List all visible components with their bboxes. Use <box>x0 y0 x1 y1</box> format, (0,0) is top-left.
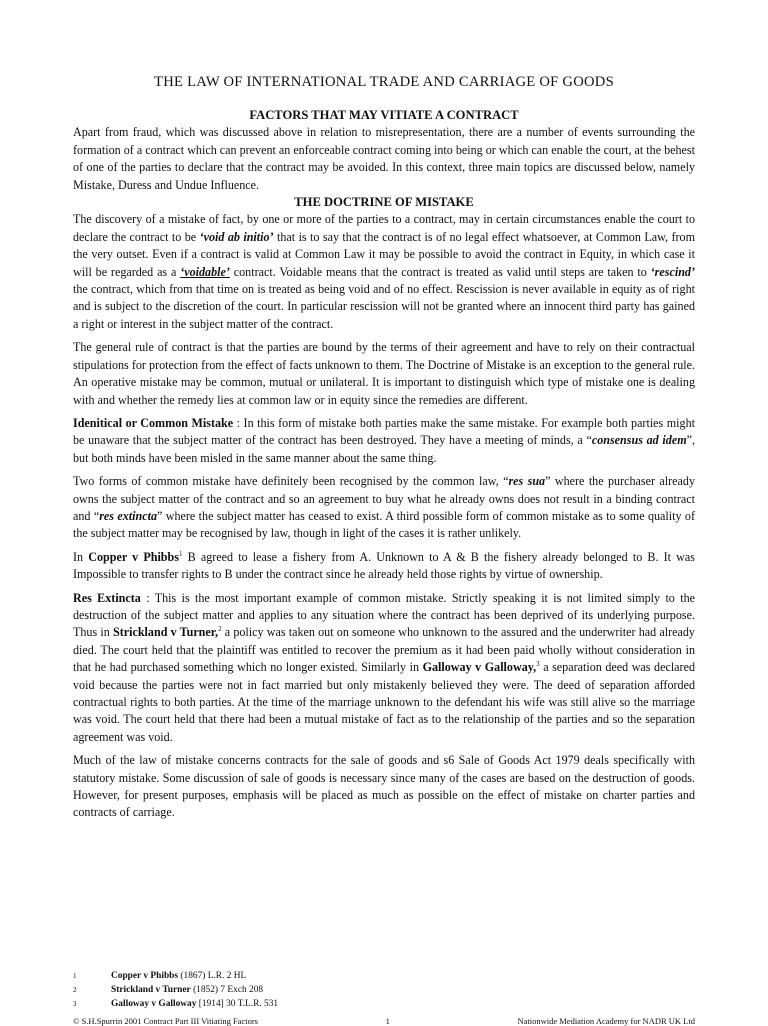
footer-organisation: Nationwide Mediation Academy for NADR UK Ltd <box>517 1016 695 1026</box>
paragraph-sale-of-goods: Much of the law of mistake concerns contracts for the sale of goods and s6 Sale of Goods Act 1979 deals specifically with statutory mistake. Some discussion of sale of goods is necessary since many of the cases are based on the destruction of goods. However, for present purposes, emphasis will be placed as much as possible on the effect of mistake on charter parties and contracts of carriage. <box>73 753 695 820</box>
paragraph-res-extincta: Res Extincta : This is the most important example of common mistake. Strictly speaking it is not limited simply to the destruction of the subject matter and applies to any situation where the contract has been deprived of its underlying purpose. Thus in Strickland v Turner,$^2$ a policy was taken out on someone who unknown to the assured and the underwriter had already died. The court held that the plaintiff was entitled to recover the premium as it had been paid wholly without consideration in that he had purchased something which no longer existed. Similarly in Galloway v Galloway,$^3$ a separation deed was declared void because the parties were not in fact married but only mistakenly believed they were. The deed of separation afforded contractual rights to both parties. At the time of the marriage unknown to the defendant his wife was still alive so the marriage was void. The court held that there had been a mutual mistake of fact as to the relationship of the parties and so the separation agreement was void. <box>73 590 695 744</box>
term-rescind: ‘rescind’ <box>650 264 695 279</box>
term-consensus: consensus ad idem <box>591 433 687 448</box>
footnote-ref[interactable]: 3 <box>536 660 540 669</box>
footnote-case: Strickland v Turner <box>111 985 191 995</box>
term-void-ab-initio: ‘void ab initio’ <box>199 229 274 244</box>
term-res-sua: res sua <box>508 474 546 489</box>
paragraph-general-rule: The general rule of contract is that the parties are bound by the terms of their agreement and have to rely on their contractual stipulations for protection from the effect of facts unknown to them. The Doctrine of Mistake is an exception to the general rule. An operative mistake may be common, mutual or unilateral. It is important to distinguish which type of mistake one is dealing with and whether the remedy lies at common law or in equity since the remedies are different. <box>73 340 695 407</box>
page-number: 1 <box>385 1016 390 1026</box>
paragraph-two-forms: Two forms of common mistake have definitely been recognised by the common law, “res sua” where the purchaser already owns the subject matter of the contract and so an agreement to buy what he already owns does not result in a binding contract and “res extincta” where the subject matter has ceased to exist. A third possible form of common mistake as to some quality of the subject matter may be recognised by law, though in light of the cases it is rather unlikely. <box>73 474 695 541</box>
footnote-case: Copper v Phibbs <box>111 971 179 981</box>
subheading-common-mistake: Idenitical or Common Mistake <box>73 415 234 430</box>
paragraph-copper-v-phibbs: In Copper v Phibbs$^1$ B agreed to lease a fishery from A. Unknown to A & B the fishery already belonged to B. It was Impossible to transfer rights to B under the contract since he already held those rights by virtue of ownership. <box>73 549 695 582</box>
footnote-citation: (1852) 7 Exch 208 <box>190 985 264 995</box>
paragraph-mistake-discovery: The discovery of a mistake of fact, by one or more of the parties to a contract, may in certain circumstances enable the court to declare the contract to be ‘void ab initio’ that is to say that the contract is of no legal effect whatsoever, at Common Law, from the very outset. Even if a contract is valid at Common Law it may be possible to avoid the contract in Equity, in which case it will be regarded as a ‘voidable’ contract. Voidable means that the contract is treated as valid until steps are taken to ‘rescind’ the contract, which from that time on is treated as being void and of no effect. Rescission is never available in equity as of right and is subject to the discretion of the court. In particular rescission will not be granted where an innocent third party has gained a right or interest in the subject matter of the contract. <box>73 212 695 331</box>
footnote-item <box>73 997 695 1011</box>
footnote-number: 2 <box>73 986 77 994</box>
paragraph-common-mistake: Idenitical or Common Mistake : In this form of mistake both parties make the same mistake. For example both parties might be unaware that the subject matter of the contract has been destroyed. They have a meeting of minds, a “consensus ad idem”, but both minds have been misled in the same manner about the same thing. <box>73 415 696 465</box>
footnote-item <box>73 983 695 997</box>
footnote-number: 3 <box>73 1000 77 1008</box>
subheading-res-extincta: Res Extincta <box>73 590 141 605</box>
footnote-item <box>73 969 695 983</box>
section-heading-vitiate: FACTORS THAT MAY VITIATE A CONTRACT <box>249 108 519 122</box>
footnote-citation: [1914] 30 T.L.R. 531 <box>196 999 279 1009</box>
running-header: THE LAW OF INTERNATIONAL TRADE AND CARRIAGE OF GOODS <box>154 74 614 90</box>
footer-copyright: © S.H.Spurrin 2001 Contract Part III Vitiating Factors <box>73 1016 258 1026</box>
case-name: Galloway v Galloway, <box>422 660 537 675</box>
footnotes <box>73 969 695 1011</box>
footnote-ref[interactable]: 1 <box>178 549 183 558</box>
footnote-citation: (1867) L.R. 2 HL <box>178 971 247 981</box>
section-heading-mistake: THE DOCTRINE OF MISTAKE <box>294 195 474 210</box>
term-voidable: ‘voidable’ <box>180 264 230 279</box>
footnote-number: 1 <box>73 972 77 980</box>
document-body <box>73 107 695 822</box>
term-res-extincta: res extincta <box>99 508 157 523</box>
footnote-ref[interactable]: 2 <box>218 625 222 634</box>
case-name: Copper v Phibbs <box>88 549 179 564</box>
running-footer <box>73 1016 695 1026</box>
footnote-case: Galloway v Galloway <box>111 999 197 1009</box>
case-name: Strickland v Turner, <box>112 625 219 640</box>
paragraph-intro: Apart from fraud, which was discussed above in relation to misrepresentation, there are a number of events surrounding the formation of a contract which can prevent an enforceable contract coming into being or which can enable the court, at the behest of one of the parties to declare that the contract may be avoided. In this context, three main topics are discussed below, namely Mistake, Duress and Undue Influence. <box>73 125 695 192</box>
